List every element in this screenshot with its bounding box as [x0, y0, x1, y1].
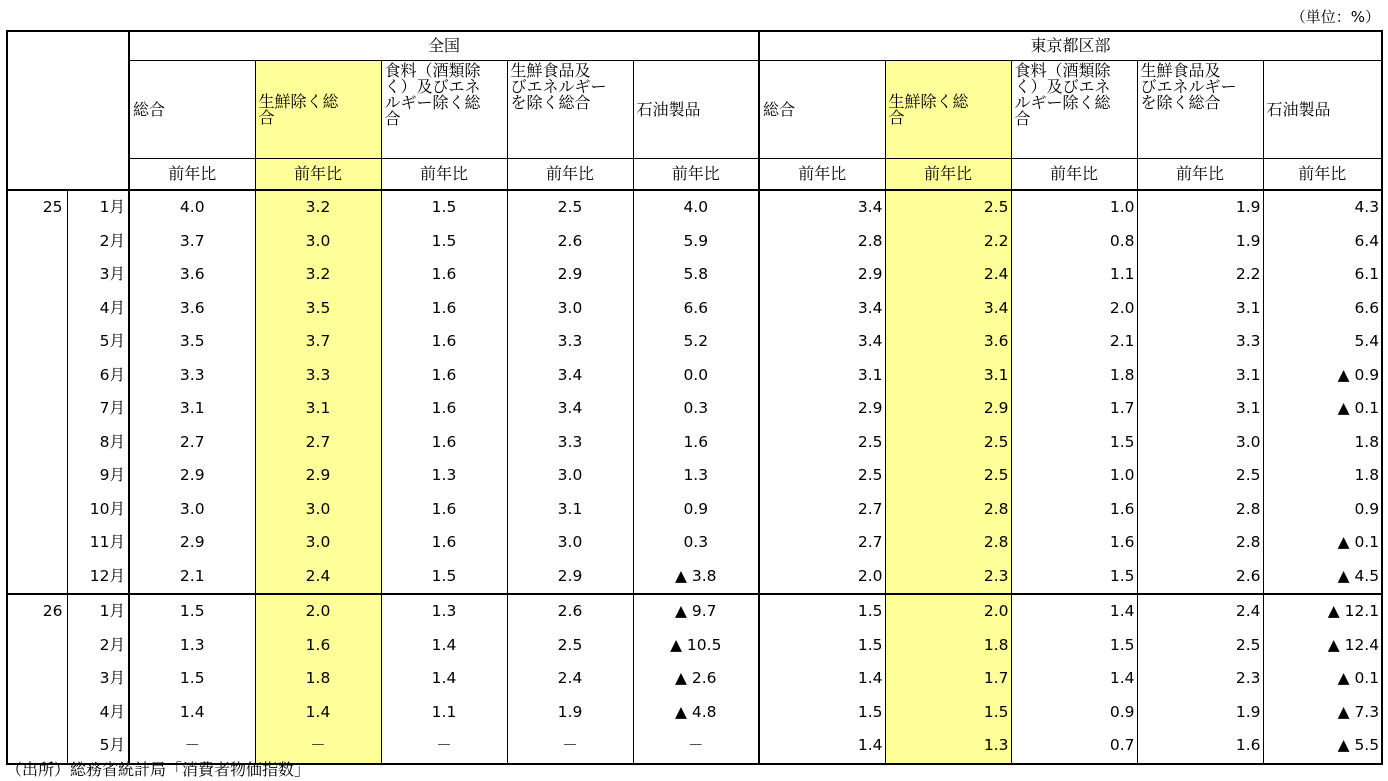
- value-cell-national-1: 3.6: [129, 258, 255, 292]
- column-header-line: を除く総合: [1140, 93, 1221, 112]
- table-row: [7, 190, 1382, 225]
- column-header-line: 生鮮除く総: [888, 91, 969, 111]
- value-cell-tokyo-1: 3.4: [759, 292, 885, 326]
- value-cell-tokyo-3: 2.1: [1011, 325, 1137, 359]
- value-cell-national-1: 1.3: [129, 629, 255, 663]
- year-cell: [7, 292, 67, 326]
- value-cell-tokyo-1: 2.5: [759, 426, 885, 460]
- value-cell-national-2: 1.6: [255, 629, 381, 663]
- column-header-line: く）及びエネ: [384, 77, 481, 96]
- value-cell-national-5: ▲ 9.7: [633, 594, 759, 629]
- column-header-line: 生鮮食品及: [510, 61, 591, 80]
- column-header-national-4: [507, 61, 633, 159]
- value-cell-tokyo-3: 1.8: [1011, 359, 1137, 393]
- value-cell-national-5: 4.0: [633, 190, 759, 225]
- value-cell-tokyo-4: 2.3: [1137, 662, 1263, 696]
- value-cell-tokyo-2: 3.1: [885, 359, 1011, 393]
- value-cell-national-5: 0.0: [633, 359, 759, 393]
- value-cell-national-4: 2.9: [507, 560, 633, 595]
- column-header-line: 合: [1014, 109, 1031, 128]
- table-row: [7, 258, 1382, 292]
- year-cell: [7, 526, 67, 560]
- value-cell-national-4: 2.9: [507, 258, 633, 292]
- month-cell: 9月: [99, 466, 125, 484]
- value-cell-tokyo-5: 1.8: [1263, 459, 1382, 493]
- value-cell-tokyo-5: 4.3: [1263, 190, 1382, 225]
- value-cell-national-3: 1.4: [381, 662, 507, 696]
- table-row: [7, 662, 1382, 696]
- value-cell-national-4: －: [507, 729, 633, 764]
- month-cell: 4月: [99, 702, 125, 721]
- year-cell: [7, 426, 67, 460]
- value-cell-national-1: 2.1: [129, 560, 255, 595]
- column-header-row: [7, 61, 1382, 159]
- value-cell-tokyo-5: 0.9: [1263, 493, 1382, 527]
- value-cell-national-4: 2.4: [507, 662, 633, 696]
- value-cell-tokyo-4: 1.9: [1137, 190, 1263, 225]
- month-cell: 5月: [67, 729, 129, 764]
- table-body: [7, 190, 1382, 764]
- value-cell-national-3: 1.5: [381, 225, 507, 259]
- value-cell-tokyo-5: ▲ 0.9: [1263, 359, 1382, 393]
- value-cell-national-3: 1.5: [381, 190, 507, 225]
- value-cell-national-5: 0.3: [633, 526, 759, 560]
- value-cell-tokyo-4: 1.9: [1137, 225, 1263, 259]
- column-header-line: 食料（酒類除: [384, 61, 481, 80]
- month-cell: 2月: [99, 231, 125, 250]
- value-cell-national-4: 3.3: [507, 426, 633, 460]
- year-cell: [7, 493, 67, 527]
- column-header-line: 総合: [763, 99, 796, 119]
- value-cell-tokyo-2: 2.9: [885, 392, 1011, 426]
- value-cell-national-5: 1.6: [633, 426, 759, 460]
- year-cell: [7, 225, 67, 259]
- value-cell-tokyo-1: 3.4: [759, 325, 885, 359]
- column-header-line: 生鮮食品及: [1140, 61, 1221, 80]
- cpi-table: [6, 30, 1383, 765]
- value-cell-tokyo-5: ▲ 4.5: [1263, 560, 1382, 595]
- value-cell-tokyo-2: 3.4: [885, 292, 1011, 326]
- column-header-line: 生鮮除く総: [258, 91, 339, 111]
- value-cell-tokyo-4: 2.8: [1137, 526, 1263, 560]
- year-cell: [7, 696, 67, 730]
- value-cell-tokyo-4: 3.1: [1137, 359, 1263, 393]
- value-cell-national-2: 3.2: [255, 190, 381, 225]
- value-cell-tokyo-5: ▲ 7.3: [1263, 696, 1382, 730]
- value-cell-national-4: 3.0: [507, 292, 633, 326]
- value-cell-tokyo-1: 2.9: [759, 392, 885, 426]
- value-cell-national-2: 3.0: [255, 493, 381, 527]
- value-cell-national-1: 4.0: [129, 190, 255, 225]
- sub-header-yoy: 前年比: [129, 159, 255, 191]
- value-cell-national-2: 1.8: [255, 662, 381, 696]
- value-cell-national-5: ▲ 4.8: [633, 696, 759, 730]
- year-cell: [7, 392, 67, 426]
- value-cell-national-5: 5.2: [633, 325, 759, 359]
- value-cell-national-2: －: [255, 729, 381, 764]
- value-cell-national-3: 1.6: [381, 359, 507, 393]
- source-note: （出所）総務省統計局「消費者物価指数」: [6, 760, 311, 779]
- value-cell-tokyo-4: 3.1: [1137, 292, 1263, 326]
- table-row: [7, 426, 1382, 460]
- value-cell-national-4: 3.4: [507, 392, 633, 426]
- value-cell-national-1: 2.7: [129, 426, 255, 460]
- sub-header-yoy: 前年比: [507, 159, 633, 191]
- column-header-line: 合: [888, 107, 905, 127]
- month-cell: 12月: [89, 566, 125, 585]
- value-cell-national-1: 3.3: [129, 359, 255, 393]
- value-cell-national-4: 3.4: [507, 359, 633, 393]
- table-row: [7, 292, 1382, 326]
- value-cell-tokyo-2: 1.7: [885, 662, 1011, 696]
- column-header-line: 石油製品: [1266, 99, 1331, 119]
- value-cell-national-5: 5.8: [633, 258, 759, 292]
- column-header-tokyo-4: [1137, 61, 1263, 159]
- value-cell-national-2: 3.0: [255, 526, 381, 560]
- column-header-tokyo-2: [885, 61, 1011, 159]
- value-cell-national-3: 1.5: [381, 560, 507, 595]
- month-cell: 7月: [99, 399, 125, 417]
- value-cell-national-4: 3.3: [507, 325, 633, 359]
- value-cell-national-1: 3.6: [129, 292, 255, 326]
- table-row: [7, 560, 1382, 595]
- value-cell-national-4: 3.0: [507, 459, 633, 493]
- value-cell-tokyo-5: ▲ 0.1: [1263, 526, 1382, 560]
- value-cell-tokyo-3: 0.9: [1011, 696, 1137, 730]
- month-cell: 1月: [67, 594, 129, 629]
- value-cell-national-2: 2.9: [255, 459, 381, 493]
- value-cell-tokyo-1: 3.1: [759, 359, 885, 393]
- value-cell-tokyo-3: 1.5: [1011, 560, 1137, 595]
- value-cell-tokyo-1: 1.5: [759, 696, 885, 730]
- value-cell-tokyo-3: 0.8: [1011, 225, 1137, 259]
- month-cell: 2月: [99, 635, 125, 654]
- value-cell-national-1: 3.1: [129, 392, 255, 426]
- sub-header-yoy: 前年比: [1137, 159, 1263, 191]
- group-header-tokyo: 東京都区部: [759, 31, 1382, 61]
- value-cell-national-5: ▲ 10.5: [633, 629, 759, 663]
- year-cell: [7, 325, 67, 359]
- value-cell-tokyo-5: ▲ 12.1: [1263, 594, 1382, 629]
- value-cell-tokyo-1: 1.4: [759, 662, 885, 696]
- column-header-national-5: [633, 61, 759, 159]
- year-cell: [7, 560, 67, 595]
- value-cell-tokyo-1: 3.4: [759, 190, 885, 225]
- sub-header-yoy: 前年比: [381, 159, 507, 191]
- value-cell-national-1: 3.0: [129, 493, 255, 527]
- column-header-line: びエネルギー: [510, 77, 607, 96]
- value-cell-tokyo-3: 1.6: [1011, 493, 1137, 527]
- value-cell-national-1: 3.5: [129, 325, 255, 359]
- value-cell-national-4: 3.0: [507, 526, 633, 560]
- value-cell-national-5: 0.3: [633, 392, 759, 426]
- value-cell-national-4: 2.5: [507, 629, 633, 663]
- column-header-line: ルギー除く総: [384, 93, 481, 112]
- value-cell-tokyo-3: 1.4: [1011, 594, 1137, 629]
- value-cell-tokyo-5: 6.1: [1263, 258, 1382, 292]
- value-cell-national-3: 1.6: [381, 258, 507, 292]
- value-cell-tokyo-2: 2.5: [885, 190, 1011, 225]
- value-cell-tokyo-5: ▲ 12.4: [1263, 629, 1382, 663]
- month-cell: 1月: [99, 198, 125, 216]
- value-cell-national-1: 3.7: [129, 225, 255, 259]
- value-cell-national-1: 1.5: [129, 594, 255, 629]
- month-cell: 8月: [99, 432, 125, 451]
- year-cell: [7, 662, 67, 696]
- year-cell: 26: [7, 594, 67, 629]
- month-cell: 6月: [99, 365, 125, 384]
- value-cell-tokyo-2: 2.2: [885, 225, 1011, 259]
- value-cell-national-2: 2.4: [255, 560, 381, 595]
- table-row: [7, 493, 1382, 527]
- value-cell-national-5: 0.9: [633, 493, 759, 527]
- value-cell-tokyo-5: 5.4: [1263, 325, 1382, 359]
- value-cell-national-5: 6.6: [633, 292, 759, 326]
- column-header-line: く）及びエネ: [1014, 77, 1111, 96]
- column-header-tokyo-3: [1011, 61, 1137, 159]
- value-cell-tokyo-1: 1.4: [759, 729, 885, 764]
- value-cell-national-5: 5.9: [633, 225, 759, 259]
- value-cell-national-3: 1.6: [381, 325, 507, 359]
- value-cell-tokyo-1: 2.7: [759, 526, 885, 560]
- table-row: [7, 225, 1382, 259]
- value-cell-national-4: 2.5: [507, 190, 633, 225]
- value-cell-tokyo-3: 1.7: [1011, 392, 1137, 426]
- value-cell-tokyo-1: 1.5: [759, 629, 885, 663]
- column-header-tokyo-5: [1263, 61, 1382, 159]
- value-cell-national-4: 2.6: [507, 225, 633, 259]
- column-header-national-2: [255, 61, 381, 159]
- year-cell: [7, 629, 67, 663]
- value-cell-national-1: 2.9: [129, 459, 255, 493]
- column-header-line: を除く総合: [510, 93, 591, 112]
- value-cell-tokyo-3: 2.0: [1011, 292, 1137, 326]
- table-row: [7, 459, 1382, 493]
- value-cell-national-1: 1.5: [129, 662, 255, 696]
- value-cell-tokyo-5: ▲ 0.1: [1263, 392, 1382, 426]
- value-cell-tokyo-4: 2.2: [1137, 258, 1263, 292]
- value-cell-tokyo-1: 2.9: [759, 258, 885, 292]
- header-corner: [7, 31, 129, 190]
- value-cell-tokyo-5: ▲ 5.5: [1263, 729, 1382, 764]
- table-row: [7, 359, 1382, 393]
- month-cell: 5月: [99, 332, 125, 350]
- value-cell-tokyo-3: 1.6: [1011, 526, 1137, 560]
- column-header-national-1: [129, 61, 255, 159]
- value-cell-tokyo-5: 1.8: [1263, 426, 1382, 460]
- column-header-tokyo-1: [759, 61, 885, 159]
- value-cell-national-1: －: [129, 729, 255, 764]
- value-cell-tokyo-5: ▲ 0.1: [1263, 662, 1382, 696]
- month-cell: 4月: [99, 298, 125, 317]
- value-cell-tokyo-2: 1.5: [885, 696, 1011, 730]
- value-cell-tokyo-4: 1.6: [1137, 729, 1263, 764]
- value-cell-national-2: 3.5: [255, 292, 381, 326]
- group-header-national: 全国: [129, 31, 759, 61]
- column-header-line: 石油製品: [636, 99, 701, 119]
- year-cell: [7, 359, 67, 393]
- value-cell-tokyo-1: 2.7: [759, 493, 885, 527]
- value-cell-tokyo-1: 2.5: [759, 459, 885, 493]
- value-cell-tokyo-2: 2.5: [885, 459, 1011, 493]
- value-cell-tokyo-4: 3.3: [1137, 325, 1263, 359]
- value-cell-national-3: 1.6: [381, 392, 507, 426]
- value-cell-national-3: 1.4: [381, 629, 507, 663]
- value-cell-national-3: －: [381, 729, 507, 764]
- table-row: [7, 526, 1382, 560]
- value-cell-national-2: 2.7: [255, 426, 381, 460]
- value-cell-national-2: 2.0: [255, 594, 381, 629]
- value-cell-tokyo-3: 1.0: [1011, 190, 1137, 225]
- value-cell-tokyo-1: 2.0: [759, 560, 885, 595]
- sub-header-yoy: 前年比: [633, 159, 759, 191]
- value-cell-national-5: －: [633, 729, 759, 764]
- column-header-line: びエネルギー: [1140, 77, 1237, 96]
- value-cell-tokyo-3: 1.0: [1011, 459, 1137, 493]
- value-cell-tokyo-2: 3.6: [885, 325, 1011, 359]
- value-cell-national-5: 1.3: [633, 459, 759, 493]
- table-header: [7, 31, 1382, 190]
- value-cell-tokyo-3: 1.5: [1011, 629, 1137, 663]
- column-header-national-3: [381, 61, 507, 159]
- value-cell-national-4: 3.1: [507, 493, 633, 527]
- value-cell-national-3: 1.1: [381, 696, 507, 730]
- value-cell-tokyo-4: 2.4: [1137, 594, 1263, 629]
- value-cell-national-4: 1.9: [507, 696, 633, 730]
- sub-header-yoy: 前年比: [885, 159, 1011, 191]
- sub-header-yoy: 前年比: [255, 159, 381, 191]
- value-cell-tokyo-2: 1.3: [885, 729, 1011, 764]
- unit-label: （単位：%）: [1290, 8, 1380, 26]
- value-cell-national-2: 3.1: [255, 392, 381, 426]
- value-cell-tokyo-4: 3.0: [1137, 426, 1263, 460]
- value-cell-tokyo-3: 0.7: [1011, 729, 1137, 764]
- value-cell-tokyo-1: 2.8: [759, 225, 885, 259]
- month-cell: 3月: [99, 265, 125, 283]
- value-cell-national-1: 1.4: [129, 696, 255, 730]
- value-cell-national-2: 3.0: [255, 225, 381, 259]
- value-cell-tokyo-2: 2.4: [885, 258, 1011, 292]
- value-cell-national-5: ▲ 3.8: [633, 560, 759, 595]
- value-cell-tokyo-2: 2.8: [885, 526, 1011, 560]
- table-row: [7, 594, 1382, 629]
- value-cell-tokyo-4: 2.5: [1137, 629, 1263, 663]
- value-cell-national-2: 3.2: [255, 258, 381, 292]
- value-cell-national-2: 3.7: [255, 325, 381, 359]
- value-cell-national-2: 3.3: [255, 359, 381, 393]
- value-cell-tokyo-1: 1.5: [759, 594, 885, 629]
- sub-header-yoy: 前年比: [1263, 159, 1382, 191]
- column-header-line: 総合: [133, 99, 166, 119]
- value-cell-national-3: 1.6: [381, 526, 507, 560]
- value-cell-tokyo-3: 1.4: [1011, 662, 1137, 696]
- value-cell-tokyo-2: 2.8: [885, 493, 1011, 527]
- table-row: [7, 629, 1382, 663]
- sub-header-row: [7, 159, 1382, 191]
- sub-header-yoy: 前年比: [759, 159, 885, 191]
- column-header-line: 食料（酒類除: [1014, 61, 1111, 80]
- value-cell-tokyo-4: 1.9: [1137, 696, 1263, 730]
- value-cell-tokyo-2: 1.8: [885, 629, 1011, 663]
- value-cell-tokyo-2: 2.0: [885, 594, 1011, 629]
- month-cell: 11月: [89, 533, 125, 551]
- value-cell-tokyo-2: 2.5: [885, 426, 1011, 460]
- value-cell-tokyo-4: 2.8: [1137, 493, 1263, 527]
- value-cell-national-3: 1.6: [381, 292, 507, 326]
- year-cell: [7, 258, 67, 292]
- value-cell-national-3: 1.3: [381, 459, 507, 493]
- value-cell-national-2: 1.4: [255, 696, 381, 730]
- value-cell-tokyo-4: 3.1: [1137, 392, 1263, 426]
- value-cell-tokyo-5: 6.4: [1263, 225, 1382, 259]
- value-cell-tokyo-4: 2.6: [1137, 560, 1263, 595]
- month-cell: 10月: [89, 499, 125, 518]
- value-cell-national-3: 1.6: [381, 426, 507, 460]
- year-cell: 25: [7, 190, 67, 225]
- value-cell-national-3: 1.6: [381, 493, 507, 527]
- value-cell-tokyo-3: 1.5: [1011, 426, 1137, 460]
- table-row: [7, 696, 1382, 730]
- sub-header-yoy: 前年比: [1011, 159, 1137, 191]
- value-cell-tokyo-3: 1.1: [1011, 258, 1137, 292]
- column-header-line: ルギー除く総: [1014, 93, 1111, 112]
- month-cell: 3月: [99, 669, 125, 687]
- value-cell-national-5: ▲ 2.6: [633, 662, 759, 696]
- value-cell-tokyo-5: 6.6: [1263, 292, 1382, 326]
- value-cell-national-4: 2.6: [507, 594, 633, 629]
- value-cell-tokyo-2: 2.3: [885, 560, 1011, 595]
- value-cell-tokyo-4: 2.5: [1137, 459, 1263, 493]
- column-header-line: 合: [258, 107, 275, 127]
- table-row: [7, 392, 1382, 426]
- year-cell: [7, 459, 67, 493]
- value-cell-national-3: 1.3: [381, 594, 507, 629]
- table-row: [7, 325, 1382, 359]
- column-header-line: 合: [384, 109, 401, 128]
- value-cell-national-1: 2.9: [129, 526, 255, 560]
